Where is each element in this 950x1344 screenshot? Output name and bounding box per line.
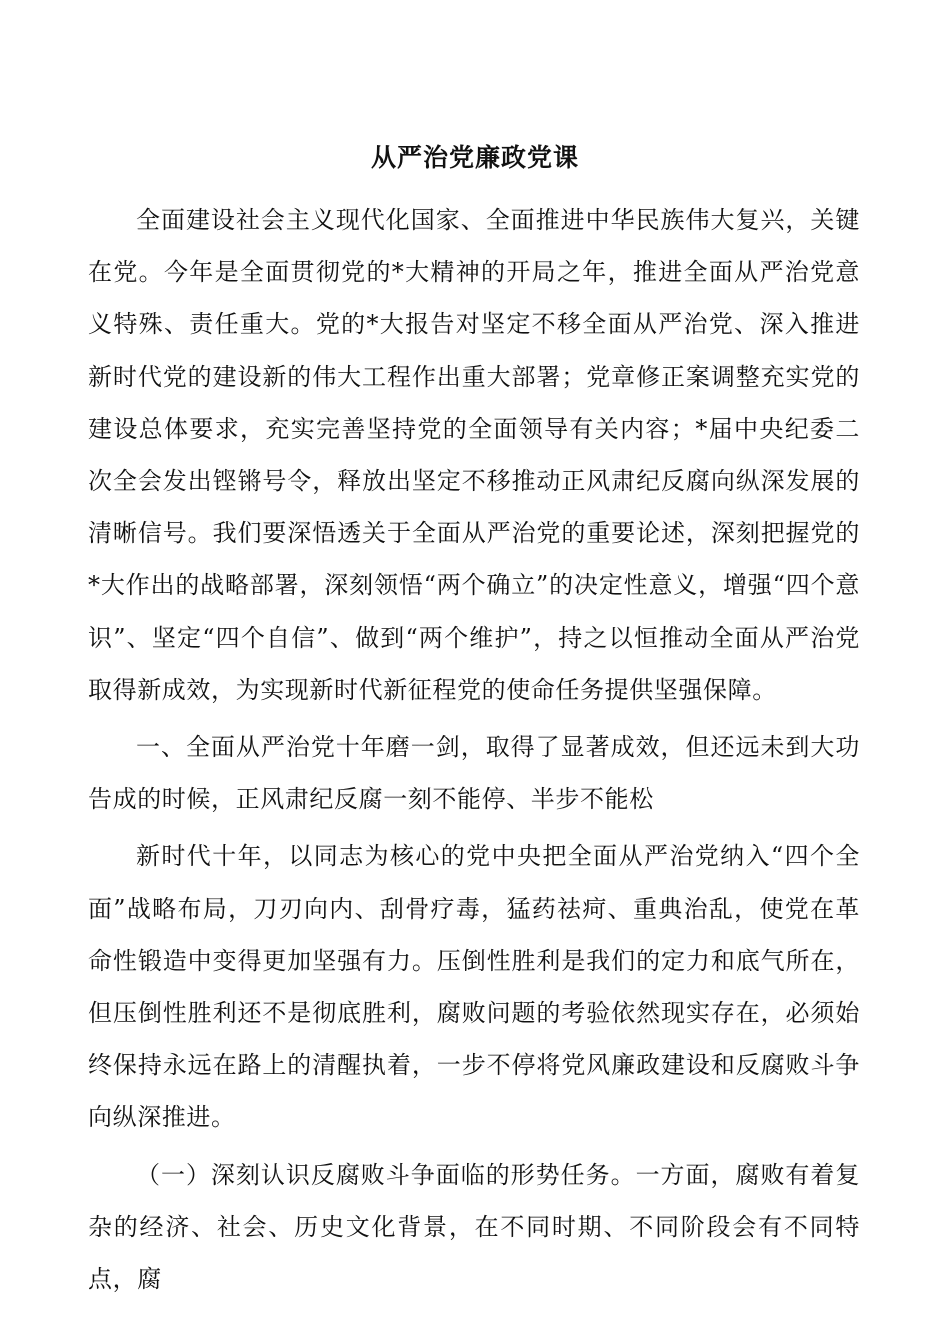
paragraph-new-era: 新时代十年，以同志为核心的党中央把全面从严治党纳入“四个全面”战略布局，刀刃向内、刮骨疗毒，猛药祛疴、重典治乱，使党在革命性锻造中变得更加坚强有力。压倒性胜利是我们的定力和底气所在，但压倒性胜利还不是彻底胜利，腐败问题的考验依然现实存在，必须始终保持永远在路上的清醒执着，一步不停将党风廉政建设和反腐败斗争向纵深推进。 [88, 842, 860, 1132]
document-body [88, 194, 860, 1305]
document-title: 从严治党廉政党课 [370, 143, 579, 172]
subsection-heading-1-1: （一）深刻认识反腐败斗争面临的形势任务。一方面，腐败有着复杂的经济、社会、历史文化背景，在不同时期、不同阶段会有不同特点，腐 [88, 1160, 860, 1294]
paragraph-intro: 全面建设社会主义现代化国家、全面推进中华民族伟大复兴，关键在党。今年是全面贯彻党的*大精神的开局之年，推进全面从严治党意义特殊、责任重大。党的*大报告对坚定不移全面从严治党、深入推进新时代党的建设新的伟大工程作出重大部署；党章修正案调整充实党的建设总体要求，充实完善坚持党的全面领导有关内容；*届中央纪委二次全会发出铿锵号令，释放出坚定不移推动正风肃纪反腐向纵深发展的清晰信号。我们要深悟透关于全面从严治党的重要论述，深刻把握党的*大作出的战略部署，深刻领悟“两个确立”的决定性意义，增强“四个意识”、坚定“四个自信”、做到“两个维护”，持之以恒推动全面从严治党取得新成效，为实现新时代新征程党的使命任务提供坚强保障。 [88, 206, 860, 704]
section-heading-1: 一、全面从严治党十年磨一剑，取得了显著成效，但还远未到大功告成的时候，正风肃纪反腐一刻不能停、半步不能松 [88, 733, 860, 814]
